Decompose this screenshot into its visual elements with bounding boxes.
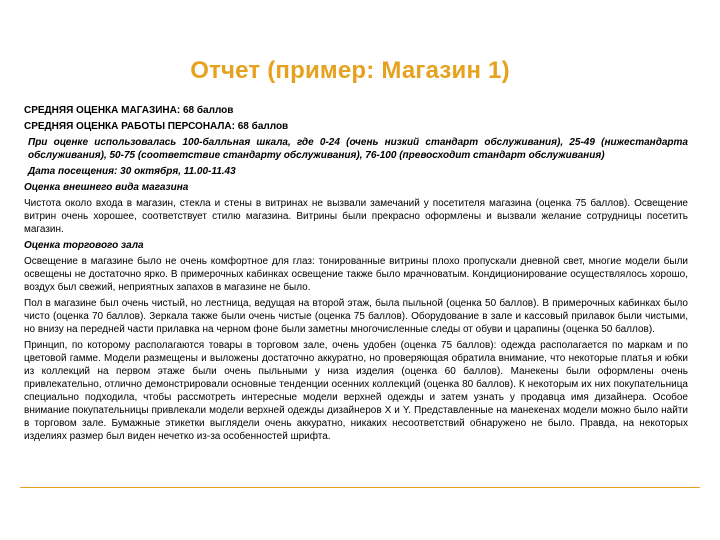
scale-note: При оценке использовалась 100-балльная шкала, где 0-24 (очень низкий стандарт обслуживания), 25-49 (нижестандарта обслуживания), 50-75 (соответствие стандарту обслуживания), 76-100 (превосходит стандарт обслуживания) (28, 137, 688, 161)
visit-date: Дата посещения: 30 октября, 11.00-11.43 (28, 166, 236, 177)
avg-staff-score: СРЕДНЯЯ ОЦЕНКА РАБОТЫ ПЕРСОНАЛА: 68 баллов (24, 121, 289, 132)
avg-store-score: СРЕДНЯЯ ОЦЕНКА МАГАЗИНА: 68 баллов (24, 105, 234, 116)
section-heading-hall: Оценка торгового зала (24, 240, 144, 251)
hall-paragraph-1: Освещение в магазине было не очень комфортное для глаз: тонированные витрины плохо пропускали дневной свет, многие модели были освещены не достаточно ярко. В примерочных кабинках освещение также было мрачноватым. Кондиционирование осуществлялось хорошо, воздух был свежий, неприятных запахов в магазине не было. (24, 256, 688, 293)
hall-paragraph-3: Принцип, по которому располагаются товары в торговом зале, очень удобен (оценка 75 баллов): одежда располагается по маркам и по цветовой гамме. Модели размещены и выложены достаточно аккуратно, но проверяющая обратила внимание, что некоторые платья и юбки из коллекций на первом этаже были очень пыльными у низа изделия (оценка 60 баллов). Манекены были оформлены очень привлекательно, отлично демонстрировали основные тенденции осенних коллекций (оценка 80 баллов). К некоторым их них покупательница специально подходила, чтобы рассмотреть интересные модели верхней одежды и затем узнать у продавца имя дизайнера. Особое внимание покупательницы привлекали модели верхней одежды дизайнеров X и Y. Представленные на манекенах модели можно было найти в торговом зале. Бумажные этикетки выглядели очень аккуратно, никаких несоответствий обнаружено не было. Правда, на некоторых изделиях размер был виден нечетко из-за особенностей шрифта. (24, 340, 688, 442)
hall-paragraph-2: Пол в магазине был очень чистый, но лестница, ведущая на второй этаж, была пыльной (оценка 50 баллов). В примерочных кабинках было чисто (оценка 70 баллов). Зеркала также были очень чистые (оценка 75 баллов). Оборудование в зале и кассовый прилавок были чистыми, но внизу на передней части прилавка на черном фоне были заметны многочисленные следы от обуви и царапины (оценка 50 баллов). (24, 298, 688, 335)
report-body (24, 104, 688, 446)
section-heading-exterior: Оценка внешнего вида магазина (24, 182, 189, 193)
exterior-paragraph: Чистота около входа в магазин, стекла и стены в витринах не вызвали замечаний у посетителя магазина (оценка 75 баллов). Освещение витрин очень хорошее, соответствует стилю магазина. Витрины были прекрасно оформлены и вызвали желание сотрудницы посетить магазин. (24, 198, 688, 235)
footer-divider (20, 487, 700, 488)
page-title: Отчет (пример: Магазин 1) (190, 57, 510, 84)
